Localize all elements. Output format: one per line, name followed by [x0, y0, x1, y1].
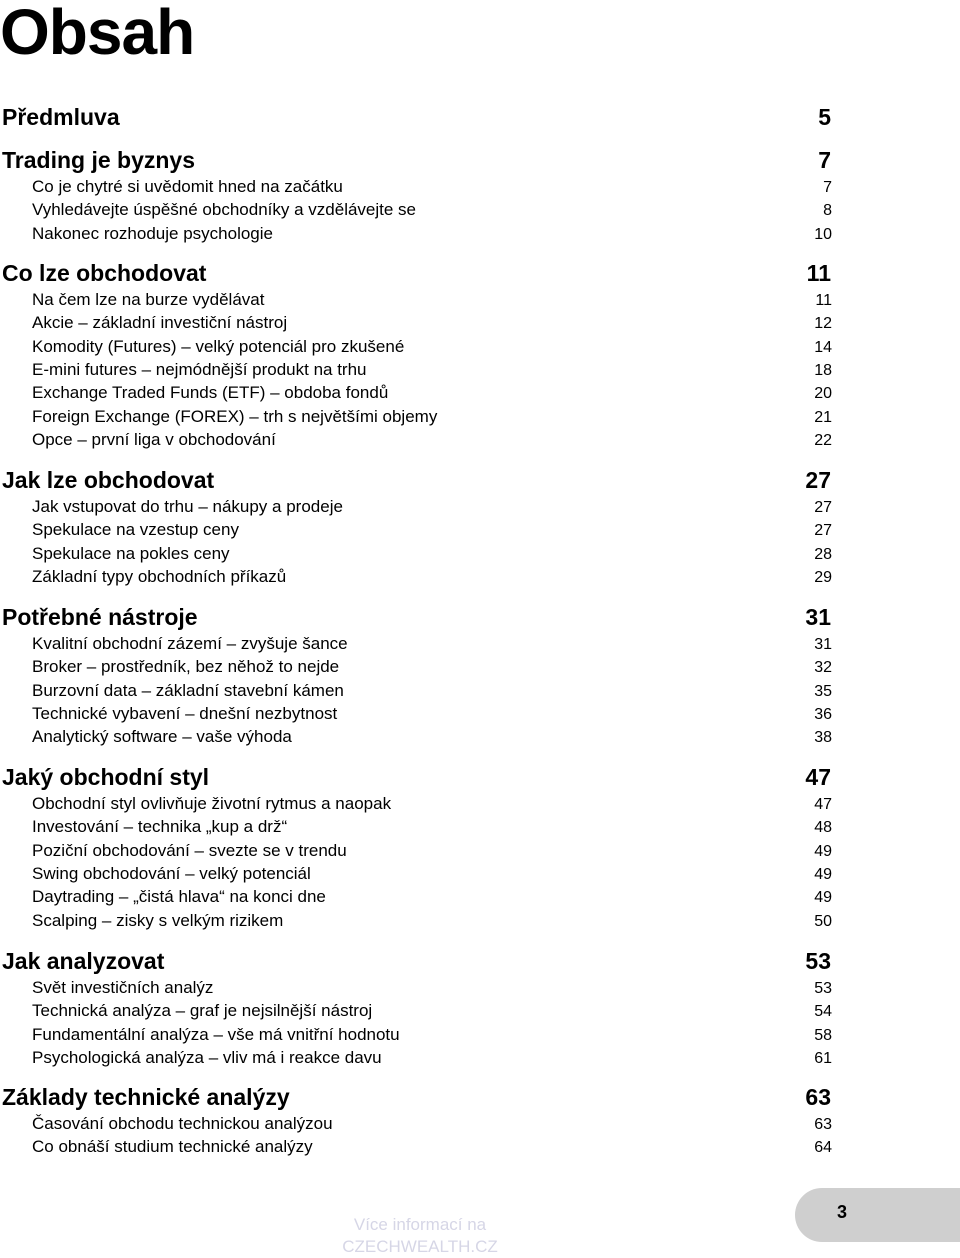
- toc-section[interactable]: [32, 567, 832, 587]
- section-page-number: 63: [814, 1116, 832, 1133]
- section-title: Akcie – základní investiční nástroj: [32, 313, 288, 333]
- toc-section[interactable]: [32, 634, 832, 654]
- section-title: Fundamentální analýza – vše má vnitřní hodnotu: [32, 1024, 400, 1044]
- section-page-number: 58: [814, 1026, 832, 1044]
- section-page-number: 22: [814, 431, 832, 449]
- toc-section[interactable]: [32, 177, 832, 197]
- toc-section[interactable]: [32, 544, 832, 564]
- section-title: Na čem lze na burze vydělávat: [32, 290, 265, 309]
- section-page-number: 49: [814, 889, 832, 907]
- section-page-number: 47: [814, 796, 832, 813]
- chapter-page-number: 47: [805, 764, 831, 790]
- toc-chapter[interactable]: [2, 104, 831, 131]
- toc-section[interactable]: [32, 727, 832, 747]
- section-title: Spekulace na pokles ceny: [32, 543, 230, 563]
- section-title: Komodity (Futures) – velký potenciál pro zkušené: [32, 336, 405, 356]
- toc-section[interactable]: [32, 200, 832, 220]
- section-title: Burzovní data – základní stavební kámen: [32, 680, 344, 700]
- toc-section[interactable]: [32, 290, 832, 310]
- section-title: Co je chytré si uvědomit hned na začátku: [32, 177, 343, 196]
- section-title: Technická analýza – graf je nejsilnější nástroj: [32, 1001, 373, 1021]
- section-title: Exchange Traded Funds (ETF) – obdoba fondů: [32, 383, 389, 403]
- chapter-title: Základy technické analýzy: [2, 1084, 290, 1110]
- toc-section[interactable]: [32, 887, 832, 907]
- section-title: Poziční obchodování – svezte se v trendu: [32, 840, 347, 860]
- section-title: Vyhledávejte úspěšné obchodníky a vzdělávejte se: [32, 200, 417, 220]
- toc-section[interactable]: [32, 657, 832, 677]
- section-title: Jak vstupovat do trhu – nákupy a prodeje: [32, 497, 343, 516]
- section-page-number: 29: [814, 568, 832, 586]
- chapter-page-number: 31: [805, 604, 831, 630]
- toc-section[interactable]: [32, 430, 832, 450]
- toc-section[interactable]: [32, 224, 832, 244]
- section-title: Spekulace na vzestup ceny: [32, 520, 239, 540]
- section-title: Svět investičních analýz: [32, 978, 214, 997]
- section-page-number: 48: [814, 819, 832, 837]
- section-page-number: 20: [814, 385, 832, 403]
- toc-section[interactable]: [32, 520, 832, 540]
- toc-chapter[interactable]: [2, 260, 831, 287]
- section-page-number: 31: [814, 636, 832, 653]
- section-title: Technické vybavení – dnešní nezbytnost: [32, 703, 338, 723]
- chapter-title: Jaký obchodní styl: [2, 764, 210, 790]
- toc-section[interactable]: [32, 704, 832, 724]
- chapter-page-number: 63: [805, 1084, 831, 1110]
- section-page-number: 53: [814, 980, 832, 997]
- section-page-number: 10: [814, 225, 832, 243]
- section-page-number: 8: [823, 202, 832, 220]
- section-page-number: 35: [814, 682, 832, 700]
- section-title: Scalping – zisky s velkým rizikem: [32, 910, 284, 930]
- section-title: Základní typy obchodních příkazů: [32, 566, 287, 586]
- section-page-number: 27: [814, 499, 832, 516]
- section-page-number: 18: [814, 361, 832, 379]
- section-title: Nakonec rozhoduje psychologie: [32, 223, 273, 243]
- section-title: Časování obchodu technickou analýzou: [32, 1114, 333, 1133]
- toc-section[interactable]: [32, 313, 832, 333]
- toc-section[interactable]: [32, 911, 832, 931]
- page-number: 3: [837, 1202, 848, 1222]
- section-title: Opce – první liga v obchodování: [32, 429, 276, 449]
- footer-link[interactable]: [330, 1214, 510, 1258]
- chapter-title: Potřebné nástroje: [2, 604, 198, 630]
- page-title: Obsah: [0, 0, 195, 68]
- toc-section[interactable]: [32, 360, 832, 380]
- section-title: E-mini futures – nejmódnější produkt na trhu: [32, 359, 367, 379]
- section-title: Broker – prostředník, bez něhož to nejde: [32, 657, 340, 677]
- chapter-page-number: 11: [806, 260, 831, 286]
- section-title: Investování – technika „kup a drž“: [32, 817, 288, 837]
- section-page-number: 64: [814, 1139, 832, 1157]
- section-page-number: 11: [815, 292, 832, 309]
- chapter-title: Jak lze obchodovat: [2, 467, 215, 493]
- section-page-number: 27: [814, 522, 832, 540]
- section-title: Co obnáší studium technické analýzy: [32, 1137, 313, 1157]
- toc-section[interactable]: [32, 1025, 832, 1045]
- toc-section[interactable]: [32, 337, 832, 357]
- section-page-number: 7: [823, 179, 832, 196]
- toc-section[interactable]: [32, 407, 832, 427]
- chapter-page-number: 7: [818, 147, 831, 173]
- section-title: Obchodní styl ovlivňuje životní rytmus a naopak: [32, 794, 392, 813]
- chapter-title: Předmluva: [2, 104, 120, 130]
- chapter-page-number: 53: [805, 948, 831, 974]
- toc-chapter[interactable]: [2, 604, 831, 631]
- section-page-number: 28: [814, 545, 832, 563]
- toc-section[interactable]: [32, 978, 832, 998]
- toc-chapter[interactable]: [2, 467, 831, 494]
- toc-section[interactable]: [32, 864, 832, 884]
- toc-section[interactable]: [32, 1001, 832, 1021]
- section-page-number: 36: [814, 705, 832, 723]
- section-title: Foreign Exchange (FOREX) – trh s největšími objemy: [32, 406, 438, 426]
- section-page-number: 12: [814, 315, 832, 333]
- toc-section[interactable]: [32, 681, 832, 701]
- section-page-number: 38: [814, 729, 832, 747]
- toc-chapter[interactable]: [2, 147, 831, 174]
- section-title: Swing obchodování – velký potenciál: [32, 863, 311, 883]
- section-page-number: 50: [814, 912, 832, 930]
- toc-section[interactable]: [32, 1048, 832, 1068]
- section-page-number: 32: [814, 659, 832, 677]
- chapter-page-number: 27: [805, 467, 831, 493]
- chapter-page-number: 5: [818, 104, 831, 130]
- section-page-number: 14: [814, 338, 832, 356]
- section-title: Psychologická analýza – vliv má i reakce davu: [32, 1047, 382, 1067]
- toc-section[interactable]: [32, 817, 832, 837]
- toc-chapter[interactable]: [2, 764, 831, 791]
- toc-chapter[interactable]: [2, 1084, 831, 1111]
- section-title: Daytrading – „čistá hlava“ na konci dne: [32, 887, 326, 907]
- toc-chapter[interactable]: [2, 948, 831, 975]
- section-page-number: 49: [814, 842, 832, 860]
- section-page-number: 49: [814, 865, 832, 883]
- section-title: Analytický software – vaše výhoda: [32, 727, 292, 747]
- section-page-number: 54: [814, 1003, 832, 1021]
- section-page-number: 61: [814, 1049, 832, 1067]
- toc-section[interactable]: [32, 497, 832, 517]
- toc-section[interactable]: [32, 841, 832, 861]
- toc-section[interactable]: [32, 1137, 832, 1157]
- page-number-badge: [795, 1188, 960, 1242]
- section-page-number: 21: [814, 408, 832, 426]
- chapter-title: Jak analyzovat: [2, 948, 165, 974]
- footer-link-line2: CZECHWEALTH.CZ: [342, 1237, 498, 1256]
- footer-link-line1: Více informací na: [353, 1215, 487, 1234]
- section-title: Kvalitní obchodní zázemí – zvyšuje šance: [32, 634, 348, 653]
- toc-section[interactable]: [32, 383, 832, 403]
- toc-section[interactable]: [32, 794, 832, 814]
- toc-section[interactable]: [32, 1114, 832, 1134]
- chapter-title: Trading je byznys: [2, 147, 195, 173]
- chapter-title: Co lze obchodovat: [2, 260, 207, 286]
